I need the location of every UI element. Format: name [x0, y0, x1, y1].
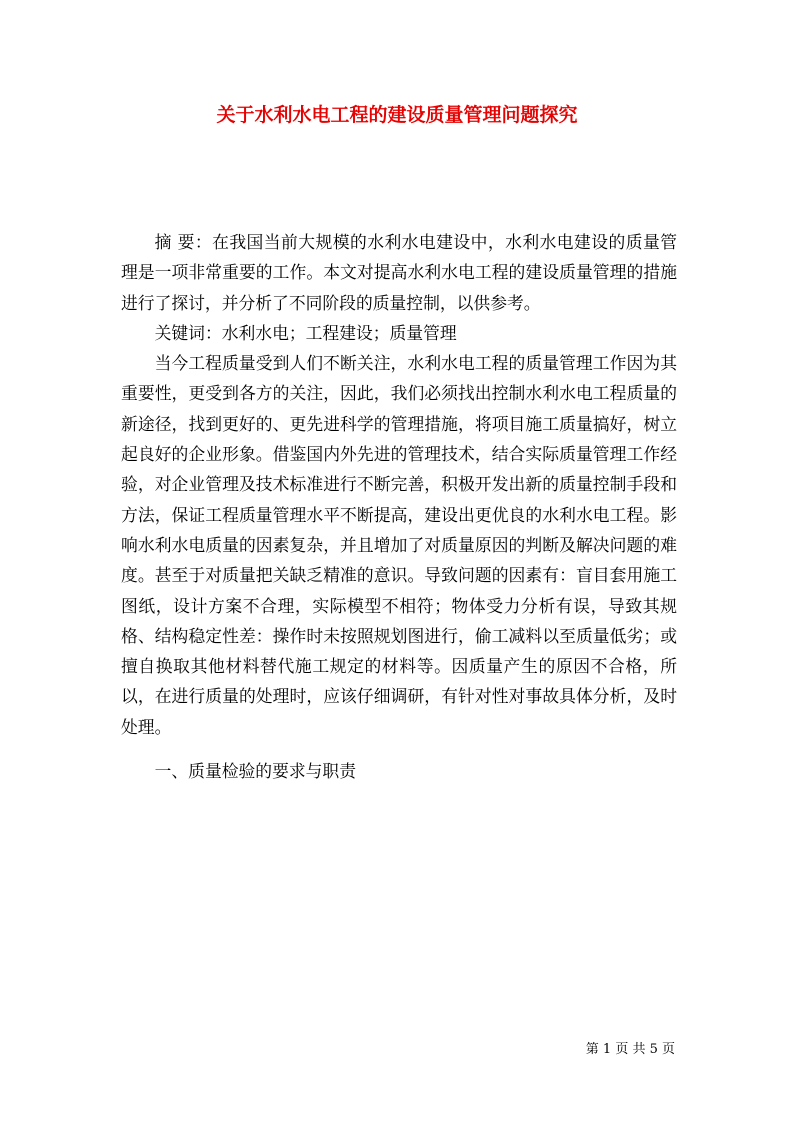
document-title: 关于水利水电工程的建设质量管理问题探究	[216, 104, 578, 126]
body-paragraph: 当今工程质量受到人们不断关注，水利水电工程的质量管理工作因为其重要性，更受到各方的关注，因此，我们必须找出控制水利水电工程质量的新途径，找到更好的、更先进科学的管理措施，将项目施工质量搞好，树立起良好的企业形象。借鉴国内外先进的管理技术，结合实际质量管理工作经验，对企业管理及技术标准进行不断完善，积极开发出新的质量控制手段和方法，保证工程质量管理水平不断提高，建设出更优良的水利水电工程。影响水利水电质量的因素复杂，并且增加了对质量原因的判断及解决问题的难度。甚至于对质量把关缺乏精准的意识。导致问题的因素有：盲目套用施工图纸，设计方案不合理，实际模型不相符；物体受力分析有误，导致其规格、结构稳定性差：操作时未按照规划图进行，偷工减料以至质量低劣；或擅自换取其他材料替代施工规定的材料等。因质量产生的原因不合格，所以，在进行质量的处理时，应该仔细调研，有针对性对事故具体分析，及时处理。	[121, 353, 677, 737]
abstract-paragraph: 摘 要：在我国当前大规模的水利水电建设中，水利水电建设的质量管理是一项非常重要的工作。本文对提高水利水电工程的建设质量管理的措施进行了探讨，并分析了不同阶段的质量控制，以供参考。	[121, 232, 677, 313]
keywords-line: 关键词：水利水电；工程建设；质量管理	[154, 322, 457, 343]
page-number: 第 1 页 共 5 页	[585, 1042, 675, 1057]
document-body	[121, 227, 677, 786]
section-heading: 一、质量检验的要求与职责	[154, 761, 356, 782]
